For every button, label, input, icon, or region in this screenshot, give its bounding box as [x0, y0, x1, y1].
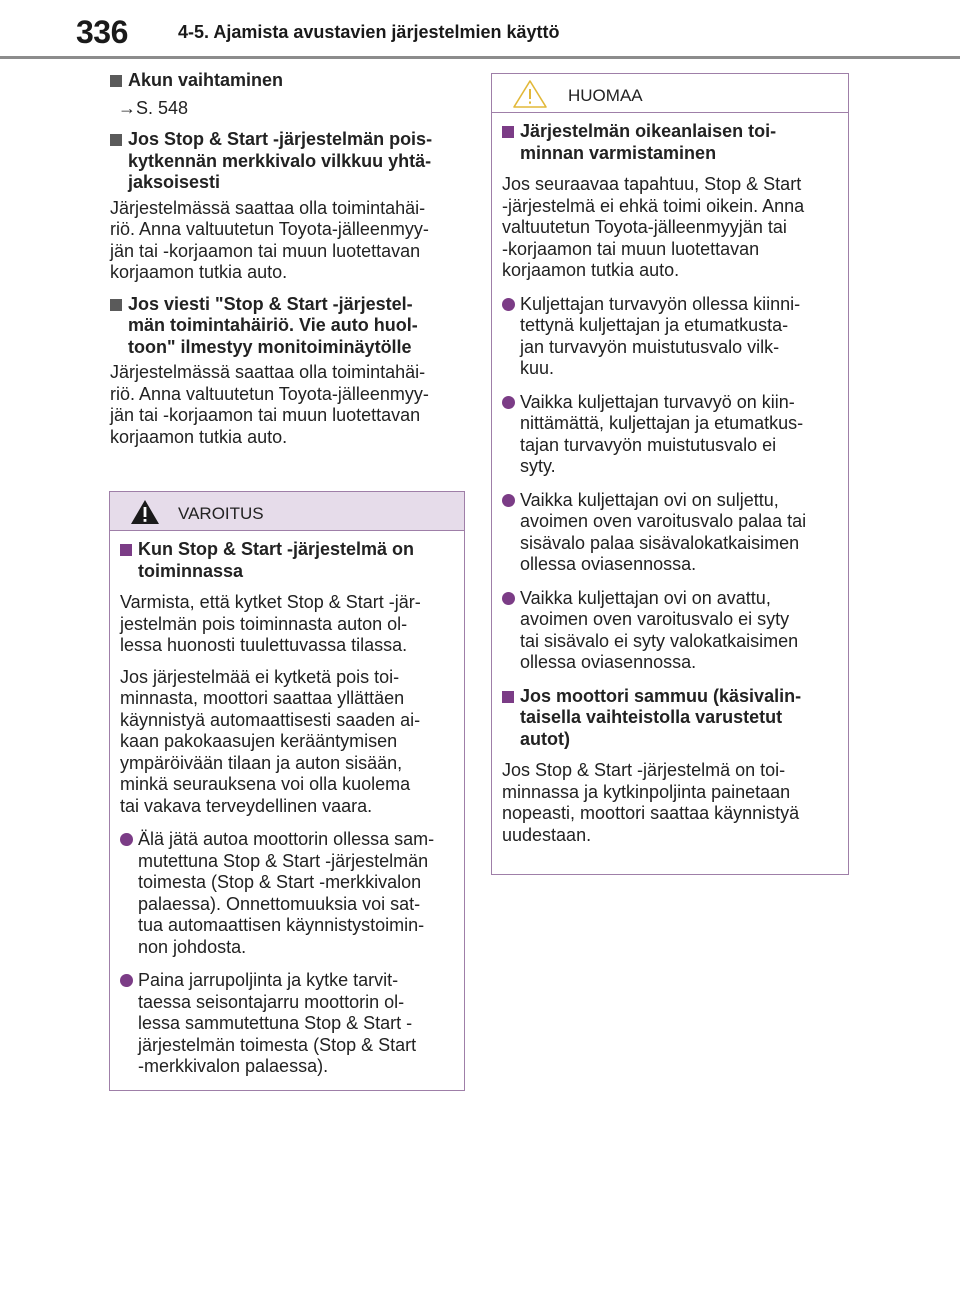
notice-body	[492, 113, 848, 846]
section-heading: Jos viesti "Stop & Start -järjestel- män toimintahäiriö. Vie auto huol- toon" ilmestyy monitoiminäytölle	[110, 294, 464, 359]
notice-bullet: Vaikka kuljettajan ovi on avattu, avoimen oven varoitusvalo ei syty tai sisävalo ei syty valokatkaisimen ollessa oviasennossa.	[502, 588, 834, 674]
warning-paragraph: Jos järjestelmää ei kytketä pois toi- minnasta, moottori saattaa yllättäen käynnistyä automaattisesti saaden ai- kaan pakokaasujen kerääntymisen ympäröivään tilaan ja auton sisään, minkä seurauksena voi olla kuolema tai vakava terveydellinen vaara.	[120, 666, 421, 816]
round-bullet-icon	[502, 592, 515, 605]
warning-header	[110, 492, 464, 531]
section-heading: Jos Stop & Start -järjestelmän pois- kytkennän merkkivalo vilkkuu yhtä- jaksoisesti	[110, 129, 464, 194]
round-bullet-icon	[120, 974, 133, 987]
page-reference: →S. 548	[118, 97, 189, 118]
round-bullet-icon	[502, 494, 515, 507]
round-bullet-icon	[502, 396, 515, 409]
notice-label: HUOMAA	[568, 86, 643, 105]
warning-bullet: Paina jarrupoljinta ja kytke tarvit- taessa seisontajarru moottorin ol- lessa sammutettuna Stop & Start - järjestelmän toimesta (Stop & Start -merkkivalon palaessa).	[120, 970, 450, 1078]
notice-heading: Jos moottori sammuu (käsivalin- taisella vaihteistolla varustetut autot)	[502, 686, 834, 751]
square-bullet-icon	[110, 299, 122, 311]
warning-body	[110, 531, 464, 1078]
page-number: 336	[76, 14, 128, 50]
round-bullet-icon	[120, 833, 133, 846]
square-bullet-icon	[110, 75, 122, 87]
round-bullet-icon	[502, 298, 515, 311]
notice-heading: Järjestelmän oikeanlaisen toi- minnan varmistaminen	[502, 121, 834, 164]
square-bullet-icon	[120, 544, 132, 556]
notice-bullet: Vaikka kuljettajan ovi on suljettu, avoimen oven varoitusvalo palaa tai sisävalo palaa sisävalokatkaisimen ollessa oviasennossa.	[502, 490, 834, 576]
section-body: Järjestelmässä saattaa olla toimintahäi- riö. Anna valtuutetun Toyota-jälleenmyy- jän tai -korjaamon tai muun luotettavan korjaamon tutkia auto.	[110, 362, 429, 447]
warning-bullet: Älä jätä autoa moottorin ollessa sam- mutettuna Stop & Start -järjestelmän toimesta (Stop & Start -merkkivalon palaessa). Onnettomuuksia voi sat- tua automaattisen käynnistystoimin- non johdosta.	[120, 829, 450, 958]
warning-heading: Kun Stop & Start -järjestelmä on toiminnassa	[120, 539, 450, 582]
square-bullet-icon	[502, 126, 514, 138]
notice-bullet: Kuljettajan turvavyön ollessa kiinni- tettynä kuljettajan ja etumatkusta- jan turvavyön muistutusvalo vilk- kuu.	[502, 294, 834, 380]
page-header	[0, 0, 960, 58]
square-bullet-icon	[110, 134, 122, 146]
warning-label: VAROITUS	[178, 504, 264, 523]
notice-bullet: Vaikka kuljettajan turvavyö on kiin- nittämättä, kuljettajan ja etumatkus- tajan turvavyön muistutusvalo ei syty.	[502, 392, 834, 478]
warning-box	[109, 491, 465, 1091]
notice-triangle-icon	[512, 79, 548, 109]
left-column	[110, 70, 464, 448]
notice-box	[491, 73, 849, 875]
warning-triangle-icon	[130, 499, 160, 525]
section-heading: Akun vaihtaminen	[110, 70, 464, 92]
warning-paragraph: Varmista, että kytket Stop & Start -jär- jestelmän pois toiminnasta auton ol- lessa huonosti tuulettuvassa tilassa.	[120, 592, 421, 655]
square-bullet-icon	[502, 691, 514, 703]
header-divider	[0, 56, 960, 59]
notice-header	[492, 74, 848, 113]
section-body: Järjestelmässä saattaa olla toimintahäi- riö. Anna valtuutetun Toyota-jälleenmyy- jän tai -korjaamon tai muun luotettavan korjaamon tutkia auto.	[110, 197, 429, 282]
notice-paragraph: Jos seuraavaa tapahtuu, Stop & Start -järjestelmä ei ehkä toimi oikein. Anna valtuutetun Toyota-jälleenmyyjän tai -korjaamon tai muun luotettavan korjaamon tutkia auto.	[502, 174, 805, 280]
section-title: 4-5. Ajamista avustavien järjestelmien käyttö	[178, 22, 560, 42]
notice-paragraph: Jos Stop & Start -järjestelmä on toi- minnassa ja kytkinpoljinta painetaan nopeasti, moottori saattaa käynnistyä uudestaan.	[502, 760, 800, 845]
